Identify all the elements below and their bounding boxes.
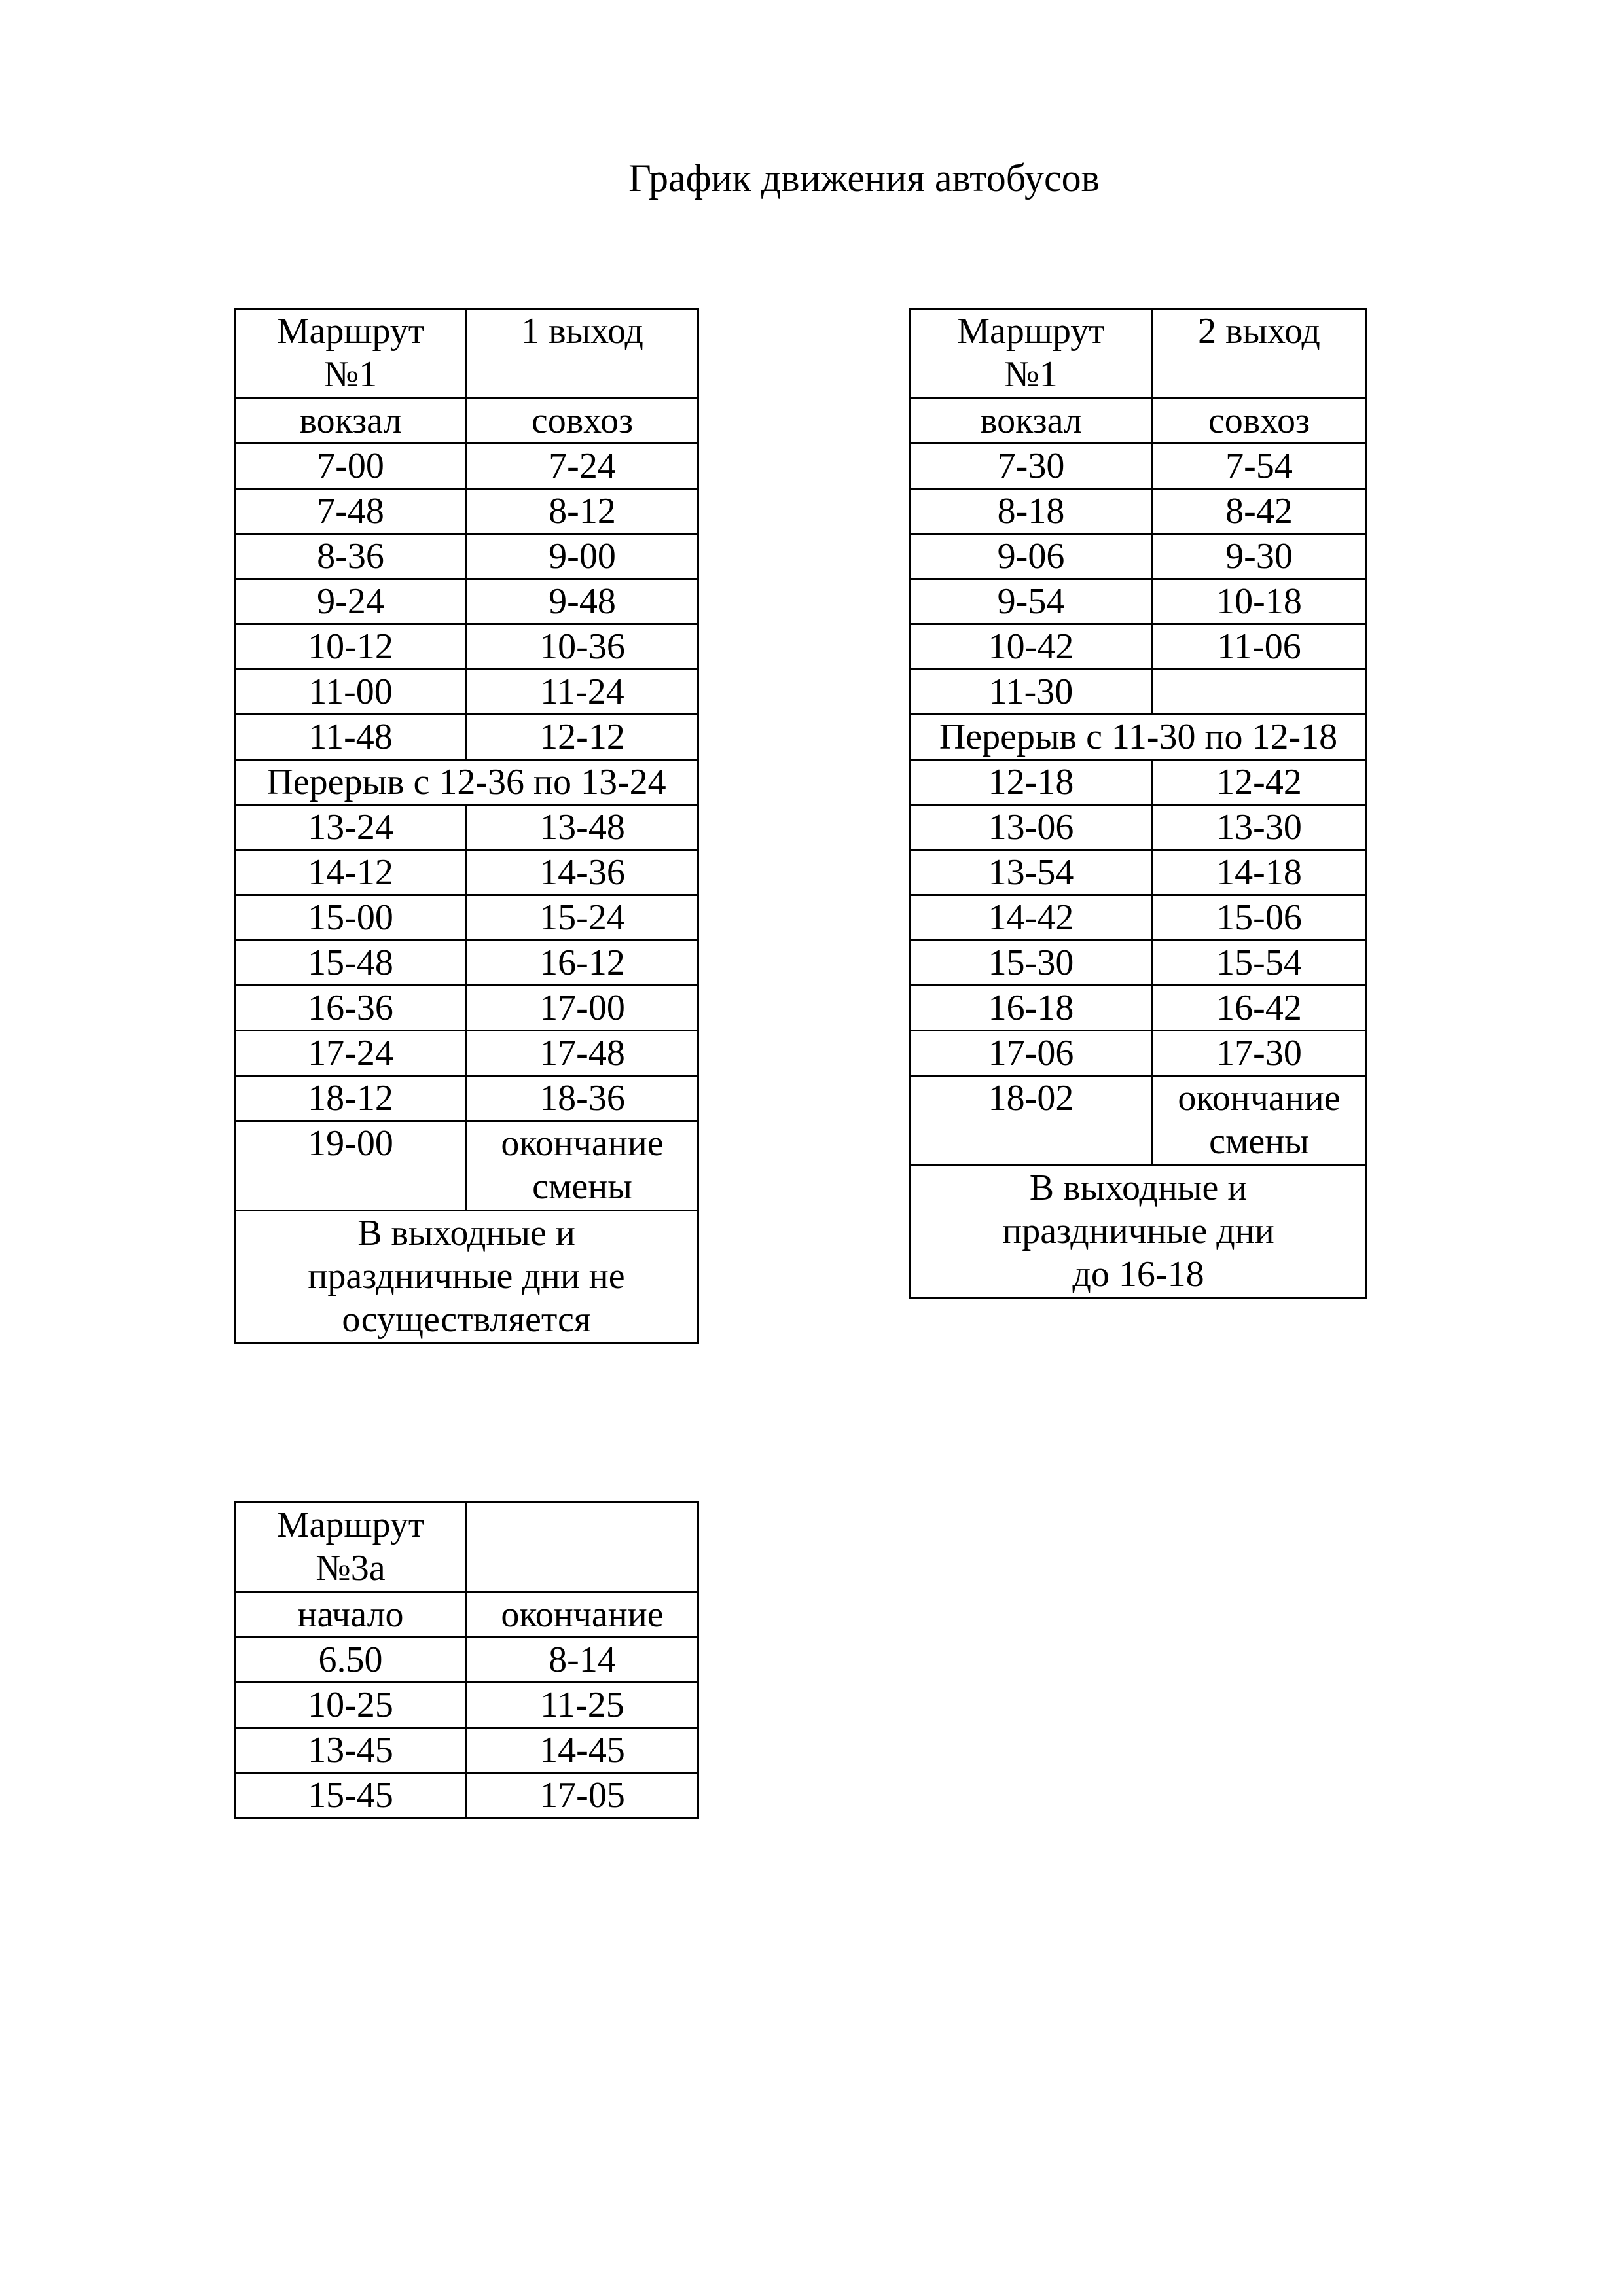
table-row [911,760,1367,805]
arrival-time: 15-06 [1152,895,1367,941]
column-header-start: начало [235,1592,467,1638]
note-row [911,1166,1367,1299]
arrival-time: 12-12 [467,715,698,760]
break-text: Перерыв с 11-30 по 12-18 [911,715,1367,760]
table-row [235,895,698,941]
table-row [235,670,698,715]
departure-time: 15-48 [235,941,467,986]
table-row [235,986,698,1031]
table-row [911,579,1367,624]
arrival-time: 14-36 [467,850,698,895]
arrival-time: 8-12 [467,489,698,534]
table-row [911,895,1367,941]
break-row [911,715,1367,760]
table-row [911,986,1367,1031]
start-time: 15-45 [235,1773,467,1818]
header-row [235,1503,698,1592]
header-row [235,309,698,399]
end-of-shift-line: смены [532,1166,632,1207]
table-row [911,489,1367,534]
table-row [911,805,1367,850]
departure-time: 7-00 [235,444,467,489]
departure-time: 17-06 [911,1031,1152,1076]
end-of-shift-cell [467,1121,698,1211]
arrival-time: 7-54 [1152,444,1367,489]
schedule-table-route-1-exit-2 [909,308,1367,1299]
table-row [235,941,698,986]
departure-time: 14-12 [235,850,467,895]
arrival-time: 16-42 [1152,986,1367,1031]
departure-time: 9-24 [235,579,467,624]
arrival-time: 17-30 [1152,1031,1367,1076]
end-time: 17-05 [467,1773,698,1818]
table-row [235,850,698,895]
start-time: 13-45 [235,1728,467,1773]
break-text: Перерыв с 12-36 по 13-24 [235,760,698,805]
column-header-from: вокзал [911,399,1152,444]
arrival-time: 17-00 [467,986,698,1031]
departure-time: 11-30 [911,670,1152,715]
end-time: 8-14 [467,1638,698,1683]
departure-time: 14-42 [911,895,1152,941]
end-of-shift-line: смены [1209,1121,1309,1162]
weekend-note [235,1211,698,1344]
route-label: Маршрут [276,311,425,351]
end-time: 14-45 [467,1728,698,1773]
weekend-note [911,1166,1367,1299]
route-label: Маршрут [276,1505,425,1545]
break-row [235,760,698,805]
departure-time: 7-48 [235,489,467,534]
table-row [235,444,698,489]
departure-time: 18-12 [235,1076,467,1121]
departure-time: 9-54 [911,579,1152,624]
table-row [235,1076,698,1121]
table-row [235,624,698,670]
arrival-time: 14-18 [1152,850,1367,895]
last-departure-time: 19-00 [235,1121,467,1211]
arrival-time: 15-54 [1152,941,1367,986]
table-row [235,1638,698,1683]
arrival-time: 15-24 [467,895,698,941]
note-row [235,1211,698,1344]
route-label: Маршрут [957,311,1105,351]
departure-time: 7-30 [911,444,1152,489]
table-row [911,850,1367,895]
departure-time: 11-48 [235,715,467,760]
header-row [911,309,1367,399]
arrival-time: 10-36 [467,624,698,670]
column-header-from: вокзал [235,399,467,444]
arrival-time: 9-48 [467,579,698,624]
route-cell [911,309,1152,399]
departure-time: 10-42 [911,624,1152,670]
arrival-time [1152,670,1367,715]
weekend-note-line: праздничные дни не [308,1256,625,1297]
route-number: №3а [316,1548,386,1588]
route-number: №1 [1004,354,1058,395]
weekend-note-line: В выходные и [1029,1168,1248,1208]
departure-time: 16-36 [235,986,467,1031]
start-time: 6.50 [235,1638,467,1683]
route-cell [235,309,467,399]
last-row [911,1076,1367,1166]
departure-time: 12-18 [911,760,1152,805]
table-row [235,534,698,579]
arrival-time: 16-12 [467,941,698,986]
column-header-row [911,399,1367,444]
departure-time: 13-06 [911,805,1152,850]
exit-label [467,1503,698,1592]
arrival-time: 8-42 [1152,489,1367,534]
table-row [911,534,1367,579]
arrival-time: 7-24 [467,444,698,489]
end-of-shift-cell [1152,1076,1367,1166]
start-time: 10-25 [235,1683,467,1728]
column-header-to: совхоз [1152,399,1367,444]
table-row [911,624,1367,670]
table-row [235,489,698,534]
column-header-row [235,399,698,444]
last-departure-time: 18-02 [911,1076,1152,1166]
column-header-to: совхоз [467,399,698,444]
departure-time: 13-24 [235,805,467,850]
departure-time: 17-24 [235,1031,467,1076]
route-number: №1 [323,354,378,395]
table-row [235,1683,698,1728]
arrival-time: 11-24 [467,670,698,715]
arrival-time: 9-30 [1152,534,1367,579]
arrival-time: 13-30 [1152,805,1367,850]
weekend-note-line: В выходные и [357,1213,575,1253]
departure-time: 10-12 [235,624,467,670]
end-of-shift-line: окончание [501,1123,664,1164]
arrival-time: 9-00 [467,534,698,579]
arrival-time: 12-42 [1152,760,1367,805]
schedule-table-route-3a [234,1501,699,1819]
arrival-time: 13-48 [467,805,698,850]
schedule-table-route-1-exit-1 [234,308,699,1344]
departure-time: 13-54 [911,850,1152,895]
arrival-time: 10-18 [1152,579,1367,624]
departure-time: 9-06 [911,534,1152,579]
end-of-shift-line: окончание [1178,1078,1341,1119]
departure-time: 11-00 [235,670,467,715]
table-row [911,941,1367,986]
table-row [911,670,1367,715]
table-row [911,444,1367,489]
table-row [235,805,698,850]
table-row [235,1031,698,1076]
weekend-note-line: праздничные дни [1002,1211,1274,1251]
table-row [235,1773,698,1818]
arrival-time: 18-36 [467,1076,698,1121]
arrival-time: 11-06 [1152,624,1367,670]
departure-time: 8-36 [235,534,467,579]
departure-time: 15-00 [235,895,467,941]
table-row [235,1728,698,1773]
last-row [235,1121,698,1211]
column-header-row [235,1592,698,1638]
weekend-note-line: осуществляется [342,1299,591,1340]
departure-time: 16-18 [911,986,1152,1031]
weekend-note-line: до 16-18 [1072,1254,1204,1295]
departure-time: 15-30 [911,941,1152,986]
departure-time: 8-18 [911,489,1152,534]
exit-label: 1 выход [467,309,698,399]
route-cell [235,1503,467,1592]
end-time: 11-25 [467,1683,698,1728]
exit-label: 2 выход [1152,309,1367,399]
page-title: График движения автобусов [628,156,1100,200]
table-row [911,1031,1367,1076]
arrival-time: 17-48 [467,1031,698,1076]
table-row [235,715,698,760]
column-header-end: окончание [467,1592,698,1638]
table-row [235,579,698,624]
